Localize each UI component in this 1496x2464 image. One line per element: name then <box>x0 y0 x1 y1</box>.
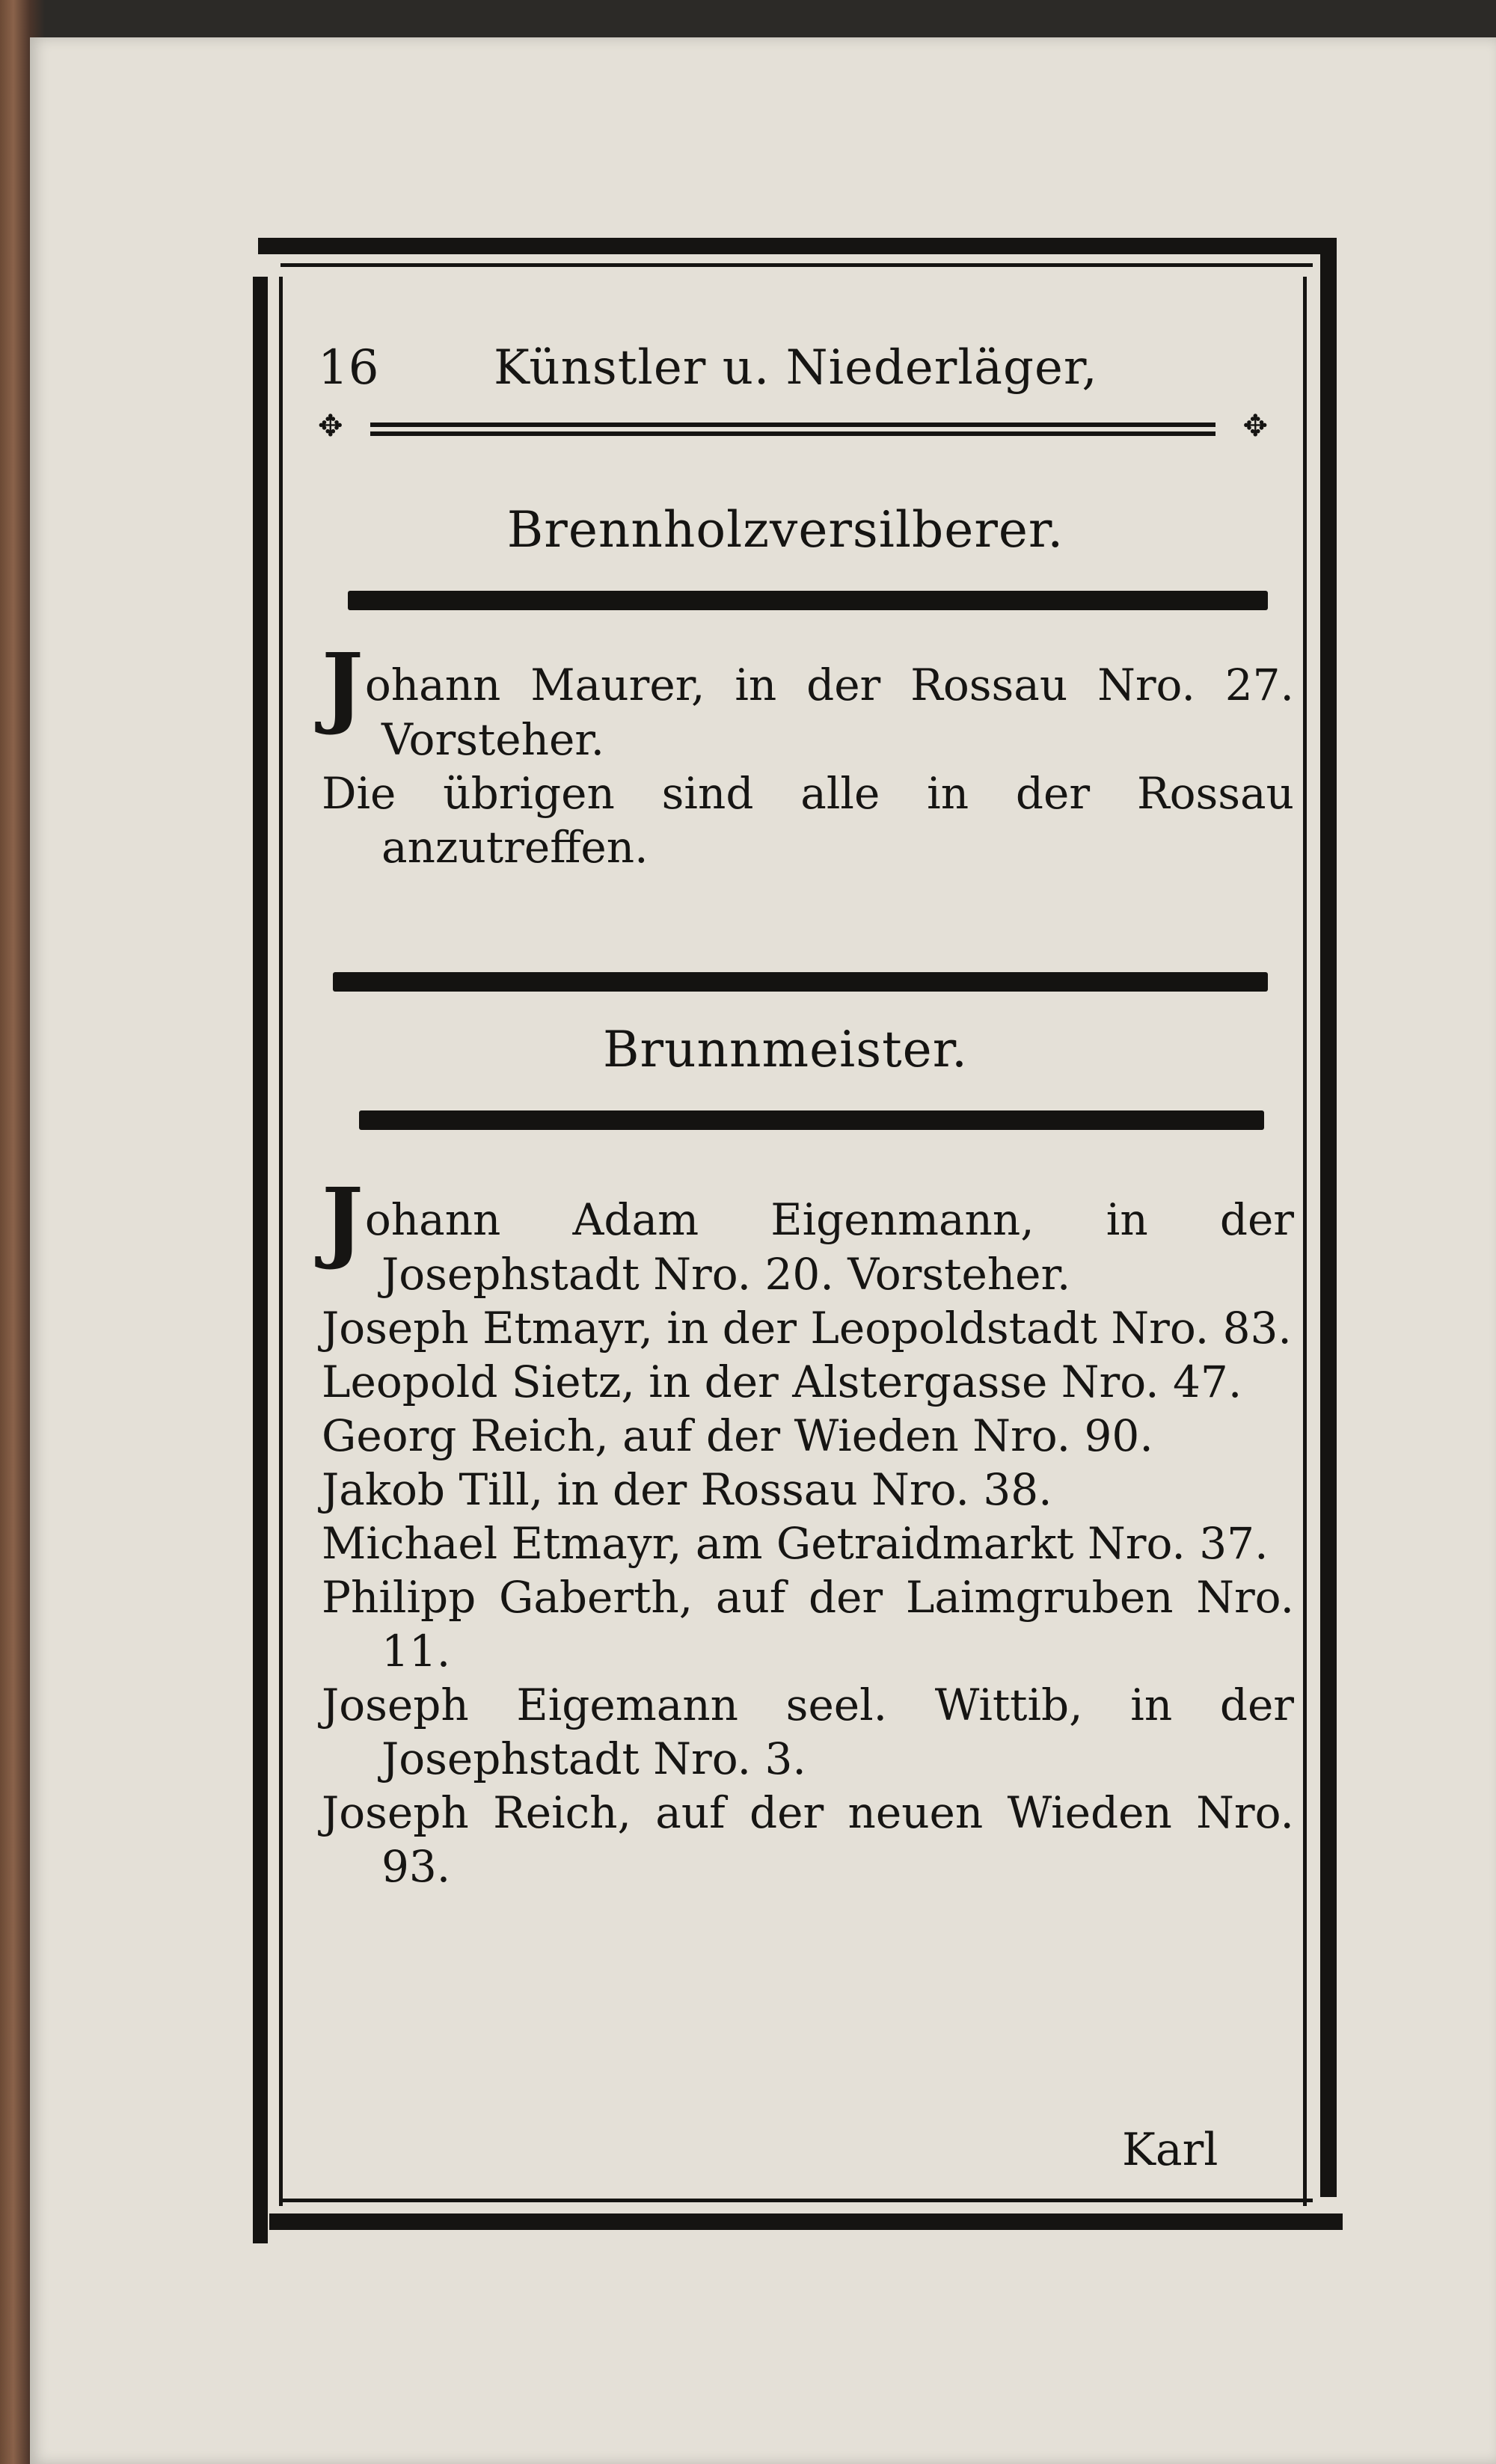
list-item: Joseph Eigemann seel. Wittib, in der Josephstadt Nro. 3. <box>322 1680 1294 1784</box>
list-item: Joseph Etmayr, in der Leopoldstadt Nro. 83. <box>322 1303 1292 1354</box>
list-item <box>322 1168 1294 1301</box>
ornament-line-lower <box>370 431 1216 436</box>
frame-left-inner <box>279 277 283 2206</box>
frame-bottom-inner <box>280 2199 1313 2202</box>
dropcap: J <box>322 633 364 737</box>
section-rule <box>359 1110 1264 1130</box>
ornament-rule <box>318 409 1268 445</box>
section-rule <box>348 591 1268 610</box>
fleuron-left-icon: ✥ <box>318 409 343 443</box>
running-header <box>318 329 1253 404</box>
section-rule <box>333 972 1268 992</box>
section-title-brunnmeister: Brunnmeister. <box>602 1021 969 1078</box>
dropcap: J <box>322 1168 364 1272</box>
fleuron-right-icon: ✥ <box>1242 409 1268 443</box>
frame-right-inner <box>1303 277 1307 2206</box>
frame-top-outer <box>258 238 1335 254</box>
frame-bottom-outer <box>269 2213 1343 2230</box>
list-item: Georg Reich, auf der Wieden Nro. 90. <box>322 1410 1153 1461</box>
running-title: Künstler u. Niederläger, <box>494 340 1098 396</box>
catchword: Karl <box>1122 2124 1218 2176</box>
list-item: Joseph Reich, auf der neuen Wieden Nro. 93. <box>322 1787 1294 1892</box>
frame-left-outer <box>253 277 268 2243</box>
list-item: Michael Etmayr, am Getraidmarkt Nro. 37. <box>322 1518 1269 1569</box>
list-item <box>322 633 1294 766</box>
ornament-line-upper <box>370 423 1216 427</box>
page-number: 16 <box>318 340 379 396</box>
entry-text: ohann Maurer, in der Rossau Nro. 27. Vorsteher. <box>364 660 1294 765</box>
entry-text: ohann Adam Eigenmann, in der Josephstadt Nro. 20. Vorsteher. <box>364 1194 1294 1300</box>
entry-list-brunnmeister <box>322 1168 1294 1893</box>
list-item: Philipp Gaberth, auf der Laimgruben Nro. 11. <box>322 1572 1294 1677</box>
frame-top-inner <box>280 263 1313 267</box>
list-item: Jakob Till, in der Rossau Nro. 38. <box>322 1464 1052 1515</box>
list-item: Die übrigen sind alle in der Rossau anzutreffen. <box>322 768 1294 873</box>
list-item: Leopold Sietz, in der Alstergasse Nro. 47. <box>322 1357 1242 1407</box>
section-title-brennholz: Brennholzversilberer. <box>506 501 1064 559</box>
frame-right-outer <box>1320 238 1337 2197</box>
entry-list-brennholz <box>322 633 1294 874</box>
